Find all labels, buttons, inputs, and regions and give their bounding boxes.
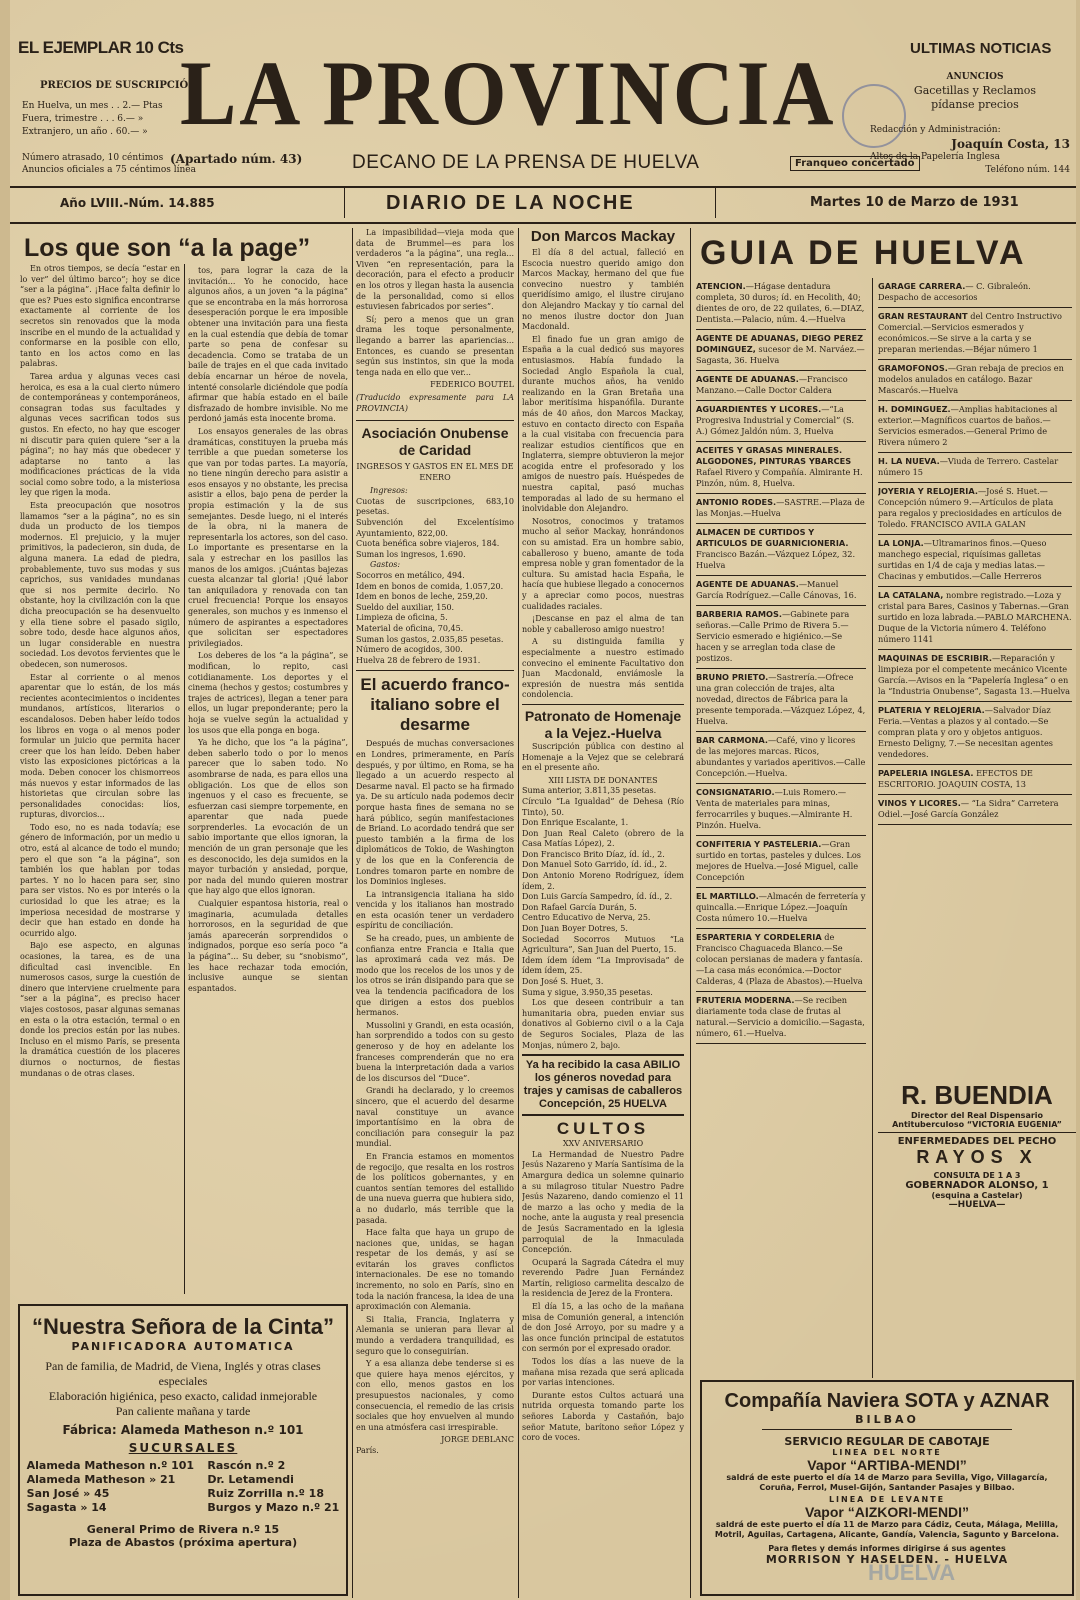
list-item: AGENTE DE ADUANAS.—Manuel García Rodríguez.—Calle Cánovas, 16. xyxy=(696,576,866,606)
list-item: GRAMOFONOS.—Gran rebaja de precios en modelos anulados en catálogo. Bazar Mascarós.—Huelva xyxy=(878,360,1072,401)
cinta-ad: “Nuestra Señora de la Cinta” PANIFICADORA AUTOMATICA Pan de familia, de Madrid, de Viena, Inglés y otras clases especiales Elaboración higiénica, peso exacto, calidad inmejorable Pan caliente mañana y tarde Fábrica: Alameda Matheson n.º 101 SUCURSALES Alameda Matheson n.º 101 Alameda Matheson » 21 San José » 45 Sagasta » 14 Rascón n.º 2 Dr. Letamendi Ruiz Zorrilla n.º 18 Burgos y Mazo n.º 21 General Primo de Rivera n.º 15 Plaza de Abastos (próxima apertura) xyxy=(18,1304,348,1596)
list-item: FRUTERIA MODERNA.—Se reciben diariamente toda clase de frutas al natural.—Servicio a domicilio.—Sagasta, número, 61.—Huelva. xyxy=(696,992,866,1044)
column-rule xyxy=(352,228,353,1598)
dateline: París. xyxy=(356,1445,379,1455)
list-item: BRUNO PRIETO.—Sastrería.—Ofrece una gran colección de trajes, alta novedad, directos de Fábrica para la presente temporada.—Vázquez López, 4, Huelva. xyxy=(696,669,866,732)
newspaper-page xyxy=(10,0,1076,1600)
list-item: GARAGE CARRERA.— C. Gibraleón. Despacho de accesorios xyxy=(878,278,1072,308)
list-item: CONSIGNATARIO.—Luis Romero.—Venta de materiales para minas, ferrocarriles y buques.—Almirante H. Pinzón. Huelva. xyxy=(696,784,866,836)
headline-acuerdo: El acuerdo franco-italiano sobre el desarme xyxy=(360,675,510,735)
column-3: La impasibilidad—vieja moda que data de Brummel—es para los verdaderos “a la página”, una regla... Viven “en representación, para la decoración, para el efecto a producir en los otros y llegan hasta la ausencia de la personalidad, como si ellos estuviesen fabricados por series”. Sí; pero a menos que un gran drama les toque personalmente, llegando a barrer las apariencias... Entonces, es cuando se presentan según sus instintos, sin que la moda tenga nada en ello que ver... FEDERICO BOUTEL (Traducido expresamente para LA PROVINCIA) Asociación Onubense de Caridad INGRESOS Y GASTOS EN EL MES DE ENERO Ingresos: Cuotas de suscripciones, 683,10 pesetas. Subvención del Excelentísimo Ayuntamiento, 822,00. Cuota benéfica sobre viajeros, 184. Suman los ingresos, 1.690. Gastos: Socorros en metálico, 494. Idem en bonos de comida, 1.057,20. Idem en bonos de leche, 259,20. Sueldo del auxiliar, 150. Limpieza de oficina, 5. Material de oficina, 70,45. Suman los gastos, 2.035,85 pesetas. Número de acogidos, 300. Huelva 28 de febrero de 1931. El acuerdo franco-italiano sobre el desarme Después de muchas conversaciones en Londres, primeramente, en París después, y por último, en Roma, se ha llegado a un acuerdo respecto al Desarme naval. El pacto se ha firmado ya. De su artículo nada podemos decir porque hasta fines de semana no se hará público, según manifestaciones de Briand. Lo acordado tendrá que ser puesto también a la firma de los diplomáticos de Tokio, de Washington y de los que en la Conferencia de Londres tomaron parte en nombre de los Dominios ingleses. La intransigencia italiana ha sido vencida y los italianos han mostrado en esta ocasión tener un verdadero espíritu de conciliación. Se ha creado, pues, un ambiente de confianza entre Francia e Italia que las aproximará cada vez más. De modo que los recelos de los unos y de los otros se irán disipando para que se vea la tendencia pacificadora de los que dirigen a estos dos pueblos hermanos. Mussolini y Grandi, en esta ocasión, han sorprendido a todos con su gesto generoso y de hoy en adelante los franceses comprenderán que no era buena la interpretación dada a varios de los discursos del “Duce”. Grandi ha declarado, y lo creemos sincero, que el acuerdo del desarme naval constituye un avance importantísimo en la obra de conciliación para conseguir la paz mundial. En Francia estamos en momentos de regocijo, que resalta en los rostros de los políticos gobernantes, y en cuantos sentían temores del estallido de una nueva guerra que hubiera sido, a no dudarlo, más terrible que la pasada. Hace falta que haya un grupo de naciones que, unidas, se hagan respetar de los demás, y así se evitarán los graves conflictos internacionales. De ese no tomando incremento, no solo en París, sino en toda la nación francesa, la idea de una aproximación con Alemania. Si Italia, Francia, Inglaterra y Alemania se unieran para llevar al mundo a verdadera tranquilidad, es seguro que lo conseguirían. Y a esa alianza debe tenderse si es que quiere haya menos ejércitos, y con ello, menos gastos en los presupuestos nacionales, y como consecuencia, el remedio de las crisis sociales que hoy envuelven al mundo en una atmósfera casi irrespirable. JORGE DEBLANC París. xyxy=(356,228,514,1455)
list-item: ANTONIO RODES.—SASTRE.—Plaza de las Monjas.—Huelva xyxy=(696,494,866,524)
list-item: BARBERIA RAMOS.—Gabinete para señoras.—Calle Primo de Rivera 5.—Servicio esmerado e higiénico.—Se hacen y se arreglan toda clase de postizos. xyxy=(696,606,866,669)
po-box: (Apartado núm. 43) xyxy=(170,152,303,166)
column-4: Don Marcos Mackay El día 8 del actual, falleció en Escocia nuestro querido amigo don Marcos Mackay, hermano del que fue convecino nuestro y también queridísimo amigo, el ilustre cirujano don Alejandro Mackay y tío carnal del no menos ilustre doctor don Juan Macdonald. El finado fue un gran amigo de España a la cual dedicó sus mayores entusiasmos. Había fundado la Sociedad Anglo Española la cual, durante muchos años, ha venido realizando en la Gran Bretaña una labor meritísima hispanófila. Durante más de 40 años, don Marcos Mackay, estuvo en contacto directo con España a la cual visitaba con frecuencia para realizar estudios científicos que en Inglaterra, siempre obtuvieron la mejor acogida entre el profesorado y los amigos de nuestro país. Huéspedes de nuestra capital, pasó muchas temporadas al lado de su hermano el inolvidable don Alejandro. Nosotros, conocimos y tratamos mucho al señor Mackay, honrándonos con su amistad. Era un hombre sabio, caballeroso y bueno, amante de toda empresa noble y gran fomentador de la cultura. Su amistad hacia España, le hacía que hubiese llegado a conocernos y a apreciar como pocos, nuestras cualidades raciales. ¡Descanse en paz el alma de tan noble y caballeroso amigo nuestro! A su distinguida familia y especialmente a nuestro estimado convecino el eminente Facultativo don Juan Macdonald, enviámosle la expresión de nuestra más sentida condolencia. Patronato de Homenaje a la Vejez.-Huelva Suscripción pública con destino al Homenaje a la Vejez que se celebrará en el presente año. XIII LISTA DE DONANTES Suma anterior, 3.811,35 pesetas. Círculo “La Igualdad” de Dehesa (Río Tinto), 50. Don Enrique Escalante, 1. Don Juan Real Caleto (obrero de la Casa Matías López), 2. Don Francisco Brito Díaz, íd. íd., 2. Don Manuel Soto Garrido, íd. íd., 2. Don Antonio Moreno Rodríguez, ídem ídem, 2. Don Luis García Sampedro, íd. íd., 2. Don Rafael García Durán, 5. Centro Educativo de Nerva, 25. Don Juan Boyer Dotres, 5. Sociedad Socorros Mutuos “La Agricultura”, San Juan del Puerto, 15. Idem ídem ídem “La Improvisada” de ídem ídem, 25. Don José S. Huet, 3. Suma y sigue, 3.950,35 pesetas. Los que deseen contribuir a tan humanitaria obra, pueden enviar sus donativos al Gobierno civil o a la Caja de Seguros Sociales, Plaza de las Monjas, número 2, bajo. Ya ha recibido la casa ABILIO los géneros novedad para trajes y camisas de caballeros Concepción, 25 HUELVA CULTOS XXV ANIVERSARIO La Hermandad de Nuestro Padre Jesús Nazareno y María Santísima de la Amargura dedica un solemne quinario a su milagroso titular Nuestro Padre Jesús Nazareno, dando comienzo el 11 de marzo a las ocho y media de la noche, ante la augusta y real presencia de Jesús Sacramentado en la iglesia parroquial de la Inmaculada Concepción. Ocupará la Sagrada Cátedra el muy reverendo Padre Juan Fernández Martín, religioso carmelita descalzo de la residencia de Jerez de la Frontera. El día 15, a las ocho de la mañana misa de Comunión general, a intención de don José Arroyo, por su madre y a las once función principal de estatutos con sermón por el expresado orador. Todos los días a las nueve de la mañana misa rezada que será aplicada por varias intenciones. Durante estos Cultos actuará una nutrida orquesta tomando parte los señores Laborda y Castañón, bajo señor Matute, barítono señor López y coro de voces. xyxy=(522,228,684,1443)
rule xyxy=(10,222,1076,224)
headline-a-la-page: Los que son “a la page” xyxy=(24,234,311,262)
issue-date: Martes 10 de Marzo de 1931 xyxy=(810,195,1019,210)
subscription-title: PRECIOS DE SUSCRIPCIÓN xyxy=(40,80,198,91)
column-2: tos, para lograr la caza de la invitación... Yo he conocido, hace algunos años, a un joven “a la página” que se encontraba en la más horrorosa desesperación porque le era imposible obtener una invitación para una fiesta en la cual estendía que debía de tomar parte so pena de confesar su decadencia. Como se trataba de un baile de trajes en el que cada invitado debía encarnar un héroe de novela, intenté consolarle diciéndole que podía afirmar que había estado en el baile disfrazado de hombre invisible. No me perdonó jamás esta inocente broma. Los ensayos generales de las obras dramáticas, constituyen la prueba más terrible a que puedan someterse los que van por todas partes. La mayoría, no tiene ningún derecho para asistir a esos ensayos y no obstante, les precisa asistir a ellos, bajo pena de perder la propia estimación y la de sus semejantes. Desde luego, ni el interés de la obra, ni la manera de representarla los actores, son del caso. Lo importante es presentarse en la sala y estrechar en los pasillos las manos de los amigos. ¡Cuántas bajezas cuesta alcanzar tal gloria! ¡Qué labor tan aniquiladora y renovada con tan cruel frecuencia! Porque los ensayos generales, son muchos y es inmenso el número de aspirantes a espectadores que solicitan ser espectadores privilegiados. Los deberes de los “a la página”, se modifican, lo repito, casi cotidianamente. Los deportes y el cinema (hechos y gestos; costumbres y trajes de actrices), llegan a tener para ellos, un lugar preponderante; pero la hoja se vuelve según la actualidad y los usos que ella ponga en boga. Ya he dicho, que los “a la página”, deben saberlo todo o por lo menos parecer que lo saben todo. No asombrarse de nada, es para ellos una obligación. Los que de ellos son ingenuos y el caso es frecuente, se esfuerzan casi siempre torpemente, en aparentar que nada puede sorprenderles. La evocación de un sabio importante que ellos ignoran, la mención de un gran personaje que les es desconocido, les deja sumidos en la mayor turbación y ansiedad, porque, por nada del mundo quieren mostrar que hay algo que ellos ignoran. Cualquier espantosa historia, real o imaginaria, acumulada detalles horrorosos, en la seguridad de que jamás aparecerán sorprendidos o indignados, porque eso sería poco “a la página”... Su deber, su “snobismo”, les hace rechazar toda emoción, inclusive aunque se sientan espantados. xyxy=(188,266,348,993)
list-item: CONFITERIA Y PASTELERIA.—Gran surtido en tortas, pasteles y dulces. Los mejores de Huelva.—José Miguel, calle Concepción xyxy=(696,836,866,888)
evening-daily-label: DIARIO DE LA NOCHE xyxy=(386,192,635,214)
franking-box: Franqueo concertado xyxy=(790,156,920,171)
price-per-copy: EL EJEMPLAR 10 Cts xyxy=(18,38,184,57)
latest-news-label: ULTIMAS NOTICIAS xyxy=(910,40,1052,57)
masthead xyxy=(10,0,1076,200)
back-issue-prices: Número atrasado, 10 céntimos Anuncios oficiales a 75 céntimos línea xyxy=(22,153,196,175)
guia-title: GUIA DE HUELVA xyxy=(700,234,1027,272)
list-item: AGENTE DE ADUANAS, DIEGO PEREZ DOMINGUEZ, sucesor de M. Narváez.—Sagasta, 36. Huelva xyxy=(696,330,866,371)
article-body: El día 8 del actual, falleció en Escocia nuestro querido amigo don Marcos Mackay, hermano del que fue convecino nuestro y también queridísimo amigo, el ilustre cirujano don Alejandro Mackay y tío carnal del no menos ilustre doctor don Juan Macdonald. El finado fue un gran amigo de España a la cual dedicó sus mayores entusiasmos. Había fundado la Sociedad Anglo Española la cual, durante muchos años, ha venido realizando en la Gran Bretaña una labor meritísima hispanófila. Durante más de 40 años, don Marcos Mackay, estuvo en contacto directo con España a la cual visitaba con frecuencia para realizar estudios científicos que en Inglaterra, siempre obtuvieron la mejor acogida entre el profesorado y los amigos de nuestro país. Huéspedes de nuestra capital, pasó muchas temporadas al lado de su hermano el inolvidable don Alejandro. Nosotros, conocimos y tratamos mucho al señor Mackay, honrándonos con su amistad. Era un hombre sabio, caballeroso y bueno, amante de toda empresa noble y gran fomentador de la cultura. Su amistad hacia España, le hacía que hubiese llegado a conocernos y a apreciar como pocos, nuestras cualidades raciales. ¡Descanse en paz el alma de tan noble y caballeroso amigo nuestro! A su distinguida familia y especialmente a nuestro estimado convecino el eminente Facultativo don Juan Macdonald, enviámosle la expresión de nuestra más sentida condolencia. xyxy=(522,248,684,700)
guia-left-column xyxy=(696,278,866,1376)
editorial-office: Redacción y Administración: Joaquín Costa, 13 Altos de la Papelería Inglesa Teléfono núm. 144 xyxy=(870,125,1070,175)
headline-patronato: Patronato de Homenaje a la Vejez.-Huelva xyxy=(524,707,682,741)
list-item: LA LONJA.—Ultramarinos finos.—Queso manchego especial, riquísimas galletas surtidas en 1/4 de caja y medias latas.—Chacinas y embutidos.—Calle Herreros xyxy=(878,535,1072,587)
guia-right-column xyxy=(878,278,1072,1076)
article-body: La Hermandad de Nuestro Padre Jesús Nazareno y María Santísima de la Amargura dedica un solemne quinario a su milagroso titular Nuestro Padre Jesús Nazareno, dando comienzo el 11 de marzo a las ocho y media de la noche, ante la augusta y real presencia de Jesús Sacramentado en la iglesia parroquial de la Inmaculada Concepción. Ocupará la Sagrada Cátedra el muy reverendo Padre Juan Fernández Martín, religioso carmelita descalzo de la residencia de Jerez de la Frontera. El día 15, a las ocho de la mañana misa de Comunión general, a intención de don José Arroyo, por su madre y a las once función principal de estatutos con sermón por el expresado orador. Todos los días a las nueve de la mañana misa rezada que será aplicada por varias intenciones. Durante estos Cultos actuará una nutrida orquesta tomando parte los señores Laborda y Castañón, bajo señor Matute, barítono señor López y coro de voces. xyxy=(522,1149,684,1443)
issue-bar xyxy=(10,188,1076,224)
list-item: H. DOMINGUEZ.—Amplias habitaciones al exterior.—Magníficos cuartos de baños.—Servicios esmerados.—General Primo de Rivera número 2 xyxy=(878,401,1072,453)
donor-list: Suma anterior, 3.811,35 pesetas. Círculo “La Igualdad” de Dehesa (Río Tinto), 50. Don Enrique Escalante, 1. Don Juan Real Caleto (obrero de la Casa Matías López), 2. Don Francisco Brito Díaz, íd. íd., 2. Don Manuel Soto Garrido, íd. íd., 2. Don Antonio Moreno Rodríguez, ídem ídem, 2. Don Luis García Sampedro, íd. íd., 2. Don Rafael García Durán, 5. Centro Educativo de Nerva, 25. Don Juan Boyer Dotres, 5. Sociedad Socorros Mutuos “La Agricultura”, San Juan del Puerto, 15. Idem ídem ídem “La Improvisada” de ídem ídem, 25. Don José S. Huet, 3. Suma y sigue, 3.950,35 pesetas. xyxy=(522,786,684,997)
newspaper-subtitle: DECANO DE LA PRENSA DE HUELVA xyxy=(352,152,700,173)
article-body: Después de muchas conversaciones en Londres, primeramente, en París después, y por último, en Roma, se ha llegado a un acuerdo respecto al Desarme naval. El pacto se ha firmado ya. De su artículo nada podemos decir porque hasta fines de semana no se hará público, según manifestaciones de Briand. Lo acordado tendrá que ser puesto también a la firma de los diplomáticos de Tokio, de Washington y de los que en la Conferencia de Londres tomaron parte en nombre de los Dominios ingleses. La intransigencia italiana ha sido vencida y los italianos han mostrado en esta ocasión tener un verdadero espíritu de conciliación. Se ha creado, pues, un ambiente de confianza entre Francia e Italia que las aproximará cada vez más. De modo que los recelos de los unos y de los otros se irán disipando para que se vea la tendencia pacificadora de los que dirigen a estos dos pueblos hermanos. Mussolini y Grandi, en esta ocasión, han sorprendido a todos con su gesto generoso y de hoy en adelante los franceses comprenderán que no era buena la interpretación dada a varios de los discursos del “Duce”. Grandi ha declarado, y lo creemos sincero, que el acuerdo del desarme naval constituye un avance importantísimo en la obra de conciliación para conseguir la paz mundial. En Francia estamos en momentos de regocijo, que resalta en los rostros de los políticos gobernantes, y en cuantos sentían temores del estallido de una nueva guerra que hubiera sido, a no dudarlo, más terrible que la pasada. Hace falta que haya un grupo de naciones que, unidas, se hagan respetar de los demás, y así se evitarán los graves conflictos internacionales. De ese no tomando incremento, no solo en París, sino en toda la nación francesa, la idea de una aproximación con Alemania. Si Italia, Francia, Inglaterra y Alemania se unieran para llevar al mundo a verdadera tranquilidad, es seguro que lo conseguirían. Y a esa alianza debe tenderse si es que quiere haya menos ejércitos, y con ello, menos gastos en los presupuestos nacionales, y como consecuencia, el remedio de las crisis sociales que hoy envuelven al mundo en una atmósfera casi irrespirable. xyxy=(356,739,514,1432)
column-rule xyxy=(518,228,519,1598)
column-1 xyxy=(20,228,180,1298)
issue-number: Año LVIII.-Núm. 14.885 xyxy=(60,196,215,210)
signature: JORGE DEBLANC xyxy=(441,1435,514,1445)
headline-mackay: Don Marcos Mackay xyxy=(530,228,676,245)
list-item: PAPELERIA INGLESA. EFECTOS DE ESCRITORIO. JOAQUIN COSTA, 13 xyxy=(878,765,1072,795)
branches: Alameda Matheson n.º 101 Alameda Matheson » 21 San José » 45 Sagasta » 14 Rascón n.º 2 Dr. Letamendi Ruiz Zorrilla n.º 18 Burgos y Mazo n.º 21 xyxy=(26,1459,340,1514)
list-item: MAQUINAS DE ESCRIBIR.—Reparación y limpieza por el competente mecánico Vicente García.—Avisos en la “Papelería Inglesa” o en la “Industria Onubense”, Sagasta 13.—Huelva xyxy=(878,650,1072,702)
list-item: VINOS Y LICORES.— “La Sidra” Carretera Odiel.—José García González xyxy=(878,795,1072,825)
list-item: EL MARTILLO.—Almacén de ferretería y quincalla.—Enrique López.—Joaquín Costa número 10.—Huelva xyxy=(696,888,866,929)
ads-info: ANUNCIOS Gacetillas y Reclamos pídanse precios xyxy=(913,72,1037,111)
list-item: H. LA NUEVA.—Viuda de Terrero. Castelar número 15 xyxy=(878,453,1072,483)
list-item: BAR CARMONA.—Café, vino y licores de las mejores marcas. Ricos, abundantes y variados aperitivos.—Calle Concepción.—Huelva. xyxy=(696,732,866,784)
library-watermark: HUELVA xyxy=(868,1560,956,1585)
buendia-ad: R. BUENDIA Director del Real Dispensario Antituberculoso “VICTORIA EUGENIA” ENFERMEDADES DEL PECHO RAYOS X CONSULTA DE 1 A 3 GOBERNADOR ALONSO, 1 (esquina a Castelar) —HUELVA— xyxy=(878,1080,1076,1210)
sota-aznar-ad: Compañía Naviera SOTA y AZNAR BILBAO SERVICIO REGULAR DE CABOTAJE LINEA DEL NORTE Vapor “ARTIBA-MENDI” saldrá de este puerto el día 14 de Marzo para Sevilla, Vigo, Villagarcía, Coruña, Ferrol, Musel-Gijón, Santander Pasajes y Bilbao. LINEA DE LEVANTE Vapor “AIZKORI-MENDI” saldrá de este puerto el día 11 de Marzo para Cádiz, Ceuta, Málaga, Melilla, Motril, Aguilas, Cartagena, Alicante, Gandía, Valencia, Sagunto y Barcelona. Para fletes y demás informes dirigirse á sus agentes MORRISON Y HASELDEN. - HUELVA xyxy=(700,1380,1074,1596)
article-body: En otros tiempos, se decía “estar en lo ver” del último barco”; hoy se dice “ser a la página”. ¡Hace falta definir lo que es? Pues esto significa encontrarse exactamente al corriente de los secretos sin renovados que la moda inscribe en el mundo de la actualidad y conformarse en la posible con ello, tanto en los actos como en las palabras. Tarea ardua y algunas veces casi heroica, es esa a la cual cierto número de contemporáneas y contemporáneos, consagran todas sus facultades y algunas veces sacrifican todos sus gustos. En efecto, no hay que escoger ni discutir para quien quiere “ser a la página”; no hay más que obedecer y adaptarse no tanto a las modificaciones prácticas de la vida social como sobre todo, a la misteriosa ley que rigen la moda. Esta preocupación que nosotros llamamos “ser a la página”, no es sin duda un producto de los tiempos modernos. El prejuicio, y la mujer primitivos, la padecieron, sin duda, de alguna manera. La edad de piedra, probablemente, tuvo sus modas y sus caprichos, sus vanidades mundanas que si nos permite decirlo. No obstante, hoy la civilización con la que dicha preocupación se ha desenvuelto y ella tiene sobre el pasado sigilo, sobre todo, desde hace algunos años, un lugar considerable en nuestra sociedad. Los devotos fervientes que le obedecen, son numerosos. Estar al corriente o al menos aparentar que lo están, de los más recientes acontecimientos o incidentes mundanos, artísticos, literarios o escandalosos. Deben haber leído todos los libros en voga o al menos poder formular un juicio que permita hacer creer que los han leído. Deben haber visto las exposiciones pictóricas a la moda. Deben conocer los chismorreos más nuevos y estar informados de las historietas que circulan sobre las personalidades conocidas: líos, rupturas, divorcios... Todo eso, no es nada todavía; ese género de información, por un medio u otro, está al alcance de todo el mundo; pero el que son “a la página”, son también los que hablan por todas partes. Y no lo hacen para ser, sino para ser vistos. No es por interés o la curiosidad lo que les atrae; es la imperiosa necesidad de mostrarse y decir que han estado en donde ha ocurrido algo. Bajo ese aspecto, en algunas ocasiones, la tarea, es de una dificultad casi invencible. En numerosos casos, surge la cuestión de dinero que interviene cruelmente para “ser a la página”, es preciso hacer viajes costosos, pasar algunas semanas en esta o la otra estación, termal o en donde los precios están por las nubes. Incluso en el mismo París, se presenta la dramática cuestión de los placeres diurnos o nocturnos, de fiestas mundanas o de otras clases. xyxy=(20,264,180,1078)
translation-note: (Traducido expresamente para LA PROVINCIA) xyxy=(356,392,514,413)
signature: FEDERICO BOUTEL xyxy=(430,380,514,390)
abilio-ad: Ya ha recibido la casa ABILIO los géneros novedad para trajes y camisas de caballeros Concepción, 25 HUELVA xyxy=(522,1054,684,1116)
list-item: GRAN RESTAURANT del Centro Instructivo Comercial.—Servicios esmerados y económicos.—Se sirve a la carta y se preparan meriendas.—Béjar número 1 xyxy=(878,308,1072,360)
list-item: LA CATALANA, nombre registrado.—Loza y cristal para Bares, Casinos y Tabernas.—Gran surtido en loza labrada.—PABLO MARCHENA. Duque de la Victoria número 4. Teléfono número 1141 xyxy=(878,587,1072,650)
headline-cultos: CULTOS xyxy=(556,1119,650,1139)
income-list: Cuotas de suscripciones, 683,10 pesetas. Subvención del Excelentísimo Ayuntamiento, 822,00. Cuota benéfica sobre viajeros, 184. Suman los ingresos, 1.690. xyxy=(356,496,514,559)
column-rule xyxy=(872,278,873,1378)
column-rule xyxy=(184,264,185,1294)
newspaper-title: LA PROVINCIA xyxy=(180,42,837,144)
list-item: ACEITES Y GRASAS MINERALES. ALGODONES, PINTURAS YBARCES Rafael Rivero y Compañía. Almirante H. Pinzón, núm. 8, Huelva. xyxy=(696,442,866,494)
list-item: ATENCION.—Hágase dentadura completa, 30 duros; íd. en Hecolith, 40; dientes de oro, de 22 quilates, 6.—DIAZ, Dentista.—Palacio, núm. 4.—Huelva xyxy=(696,278,866,330)
subscription-prices: En Huelva, un mes . . 2.— Ptas Fuera, trimestre . . . 6.— » Extranjero, un año . 60.— » xyxy=(22,101,163,137)
expense-list: Socorros en metálico, 494. Idem en bonos de comida, 1.057,20. Idem en bonos de leche, 259,20. Sueldo del auxiliar, 150. Limpieza de oficina, 5. Material de oficina, 70,45. Suman los gastos, 2.035,85 pesetas. Número de acogidos, 300. Huelva 28 de febrero de 1931. xyxy=(356,571,504,665)
column-rule xyxy=(690,228,691,1598)
list-item: ALMACEN DE CURTIDOS Y ARTICULOS DE GUARNICIONERIA. Francisco Bazán.—Vázquez López, 32. Huelva xyxy=(696,524,866,576)
list-item: AGENTE DE ADUANAS.—Francisco Manzano.—Calle Doctor Caldera xyxy=(696,371,866,401)
list-item: JOYERIA Y RELOJERIA.—José S. Huet.—Concepción número 9.—Artículos de plata para regalos y preciosidades en artículos de Toledo. FRANCISCO AVILA GALAN xyxy=(878,483,1072,535)
list-item: ESPARTERIA Y CORDELERIA de Francisco Chaguaceda Blanco.—Se colocan persianas de madera y fantasía.—La casa más económica.—Doctor Calderas, 4 (Plaza de Abastos).—Huelva xyxy=(696,929,866,992)
list-item: PLATERIA Y RELOJERIA.—Salvador Díaz Feria.—Ventas a plazos y al contado.—Se compran plata y oro y objetos antiguos. Ernesto Deligny, 7.—Se necesitan agentes vendedores. xyxy=(878,702,1072,765)
caridad-subtitle: INGRESOS Y GASTOS EN EL MES DE ENERO xyxy=(356,462,514,482)
headline-caridad: Asociación Onubense de Caridad xyxy=(361,425,509,459)
list-item: AGUARDIENTES Y LICORES.—“La Progresiva Industrial y Comercial” (S. A.) Gómez Jaldón núm. 3, Huelva xyxy=(696,401,866,442)
